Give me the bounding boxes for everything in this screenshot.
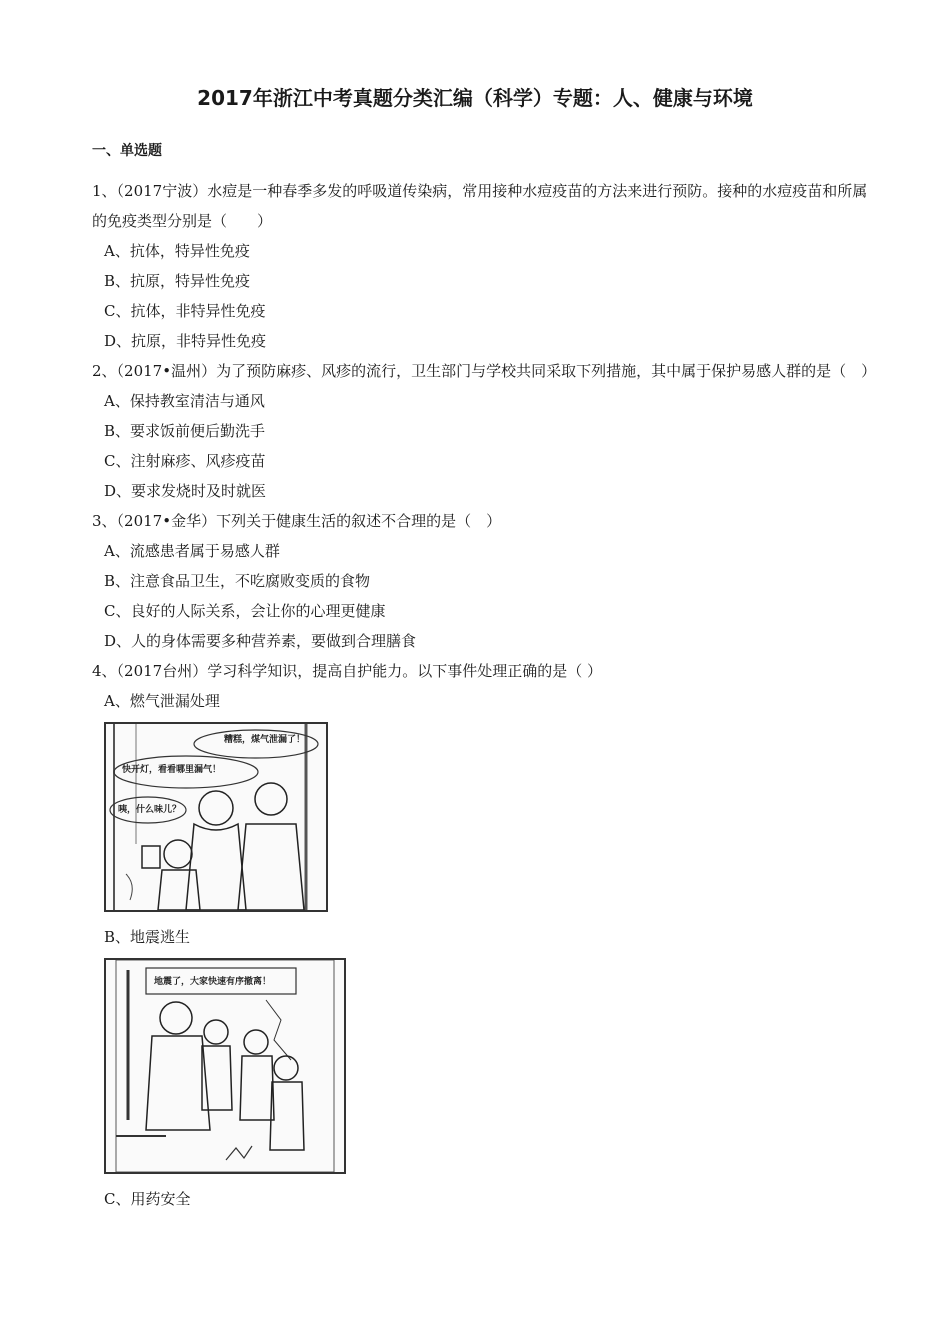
option: A、抗体，特异性免疫	[104, 242, 250, 260]
option: B、抗原，特异性免疫	[104, 272, 251, 290]
speech-bubble: 咦，什么味儿？	[118, 805, 182, 815]
option: D、要求发烧时及时就医	[104, 482, 267, 500]
option: A、保持教室清洁与通风	[104, 392, 265, 410]
option: A、流感患者属于易感人群	[104, 542, 280, 560]
speech-bubble: 快开灯，看看哪里漏气！	[122, 765, 222, 775]
speech-bubble: 糟糕，煤气泄漏了！	[224, 735, 306, 745]
option: C、抗体，非特异性免疫	[104, 302, 266, 320]
option: C、用药安全	[104, 1190, 191, 1208]
option: C、良好的人际关系，会让你的心理更健康	[104, 602, 386, 620]
option: B、要求饭前便后勤洗手	[104, 422, 266, 440]
earthquake-drawing	[106, 960, 344, 1172]
option: D、抗原，非特异性免疫	[104, 332, 267, 350]
option: D、人的身体需要多种营养素，要做到合理膳食	[104, 632, 417, 650]
page-title: 2017年浙江中考真题分类汇编（科学）专题：人、健康与环境	[197, 86, 753, 110]
option: C、注射麻疹、风疹疫苗	[104, 452, 266, 470]
option: B、注意食品卫生，不吃腐败变质的食物	[104, 572, 371, 590]
question-stem: 1、（2017宁波）水痘是一种春季多发的呼吸道传染病，常用接种水痘疫苗的方法来进行预防。接种的水痘疫苗和所属的免疫类型分别是（ ）	[92, 182, 868, 230]
option: B、地震逃生	[104, 928, 191, 946]
gas-leak-drawing	[106, 724, 326, 910]
question-stem: 3、（2017•金华）下列关于健康生活的叙述不合理的是（ ）	[92, 512, 502, 530]
speech-bubble: 地震了，大家快速有序撤离！	[154, 977, 272, 987]
gas-leak-illustration	[104, 722, 328, 912]
section-heading: 一、单选题	[92, 143, 162, 159]
option: A、燃气泄漏处理	[104, 692, 220, 710]
earthquake-illustration	[104, 958, 346, 1174]
question-stem: 4、（2017台州）学习科学知识，提高自护能力。以下事件处理正确的是（ ）	[92, 662, 602, 680]
question-list	[92, 176, 877, 1214]
question-stem: 2、（2017•温州）为了预防麻疹、风疹的流行，卫生部门与学校共同采取下列措施，其中属于保护易感人群的是（ ）	[92, 362, 877, 380]
